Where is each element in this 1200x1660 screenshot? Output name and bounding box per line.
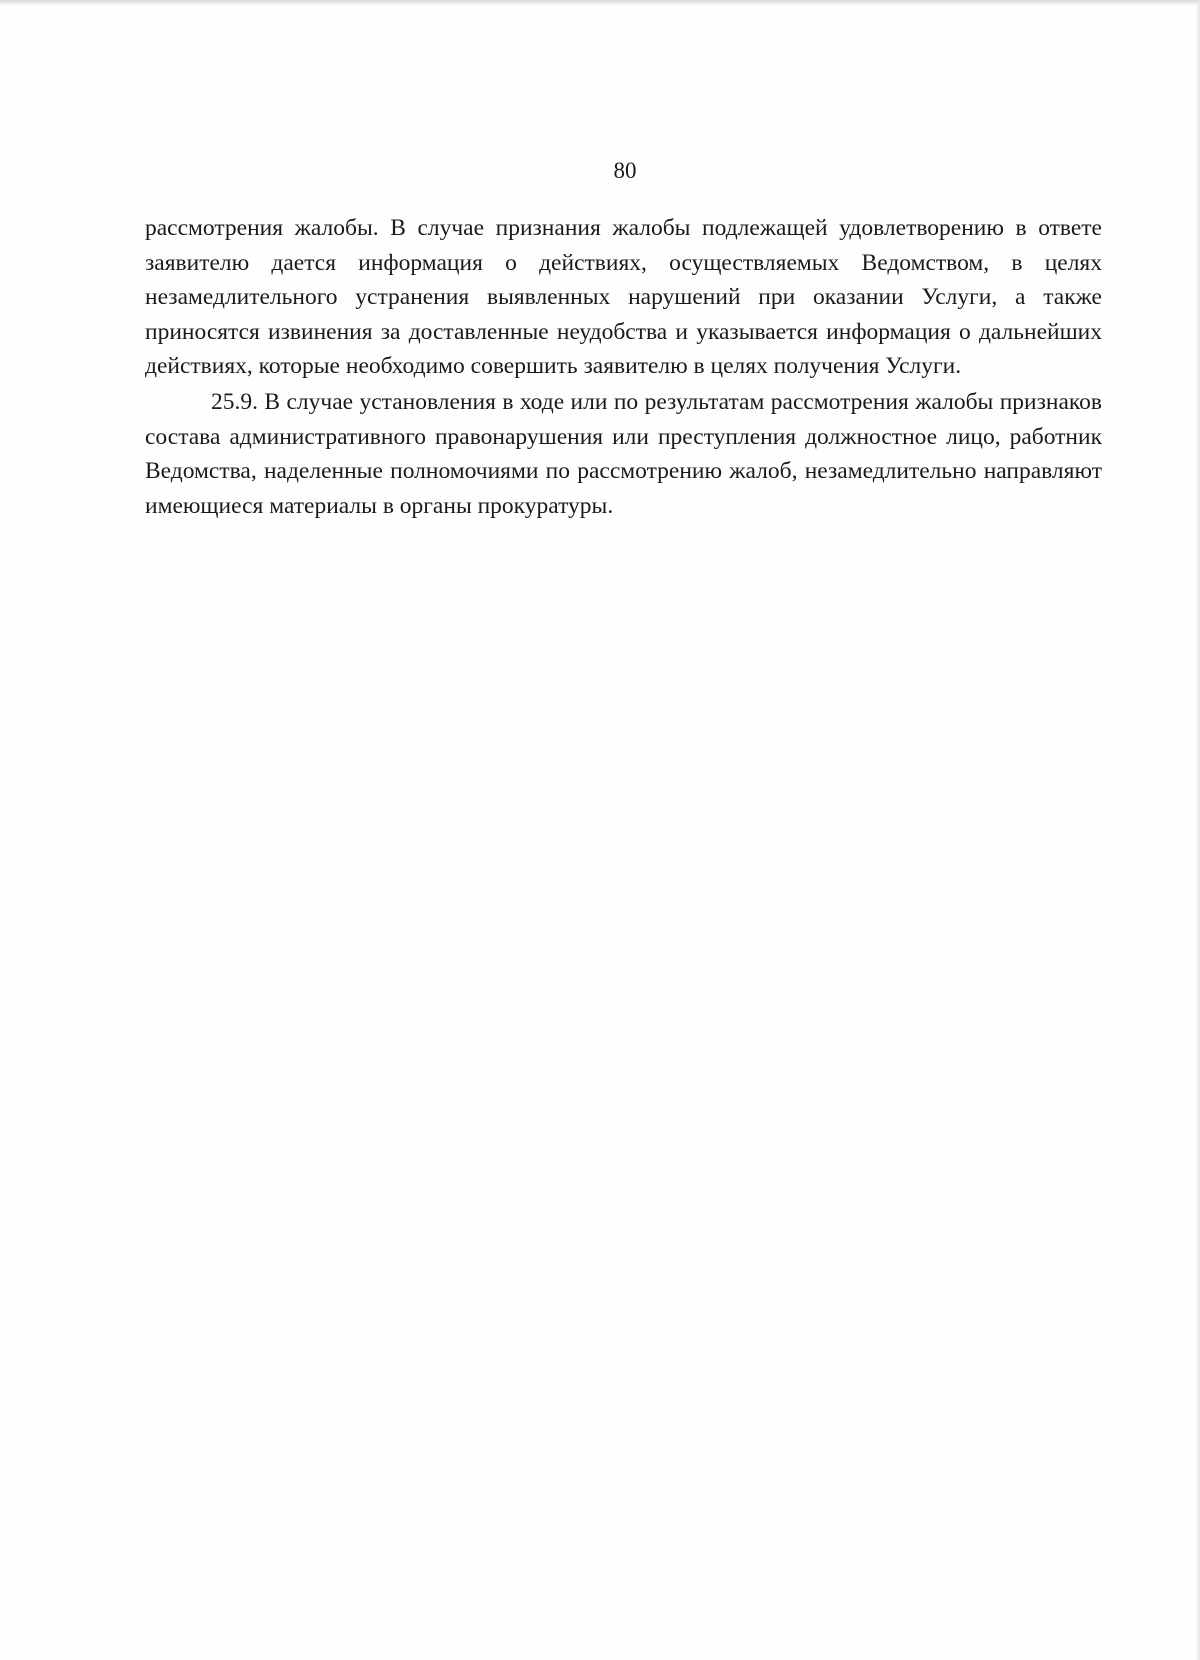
paragraph-continuation: рассмотрения жалобы. В случае признания жалобы подлежащей удовлетворению в ответе заявителю дается информация о действиях, осуществляемых Ведомством, в целях незамедлительного устранения выявленных нарушений при оказании Услуги, а также приносятся извинения за доставленные неудобства и указывается информация о дальнейших действиях, которые необходимо совершить заявителю в целях получения Услуги. (145, 215, 1102, 380)
page-number: 80 (613, 158, 637, 183)
scan-edge-top (0, 0, 1200, 6)
paragraph-25-9: 25.9. В случае установления в ходе или по результатам рассмотрения жалобы признаков состава административного правонарушения или преступления должностное лицо, работник Ведомства, наделенные полномочиями по рассмотрению жалоб, незамедлительно направляют имеющиеся материалы в органы прокуратуры. (145, 388, 1102, 519)
scan-edge-right (1196, 0, 1200, 1660)
document-body (145, 211, 1102, 523)
